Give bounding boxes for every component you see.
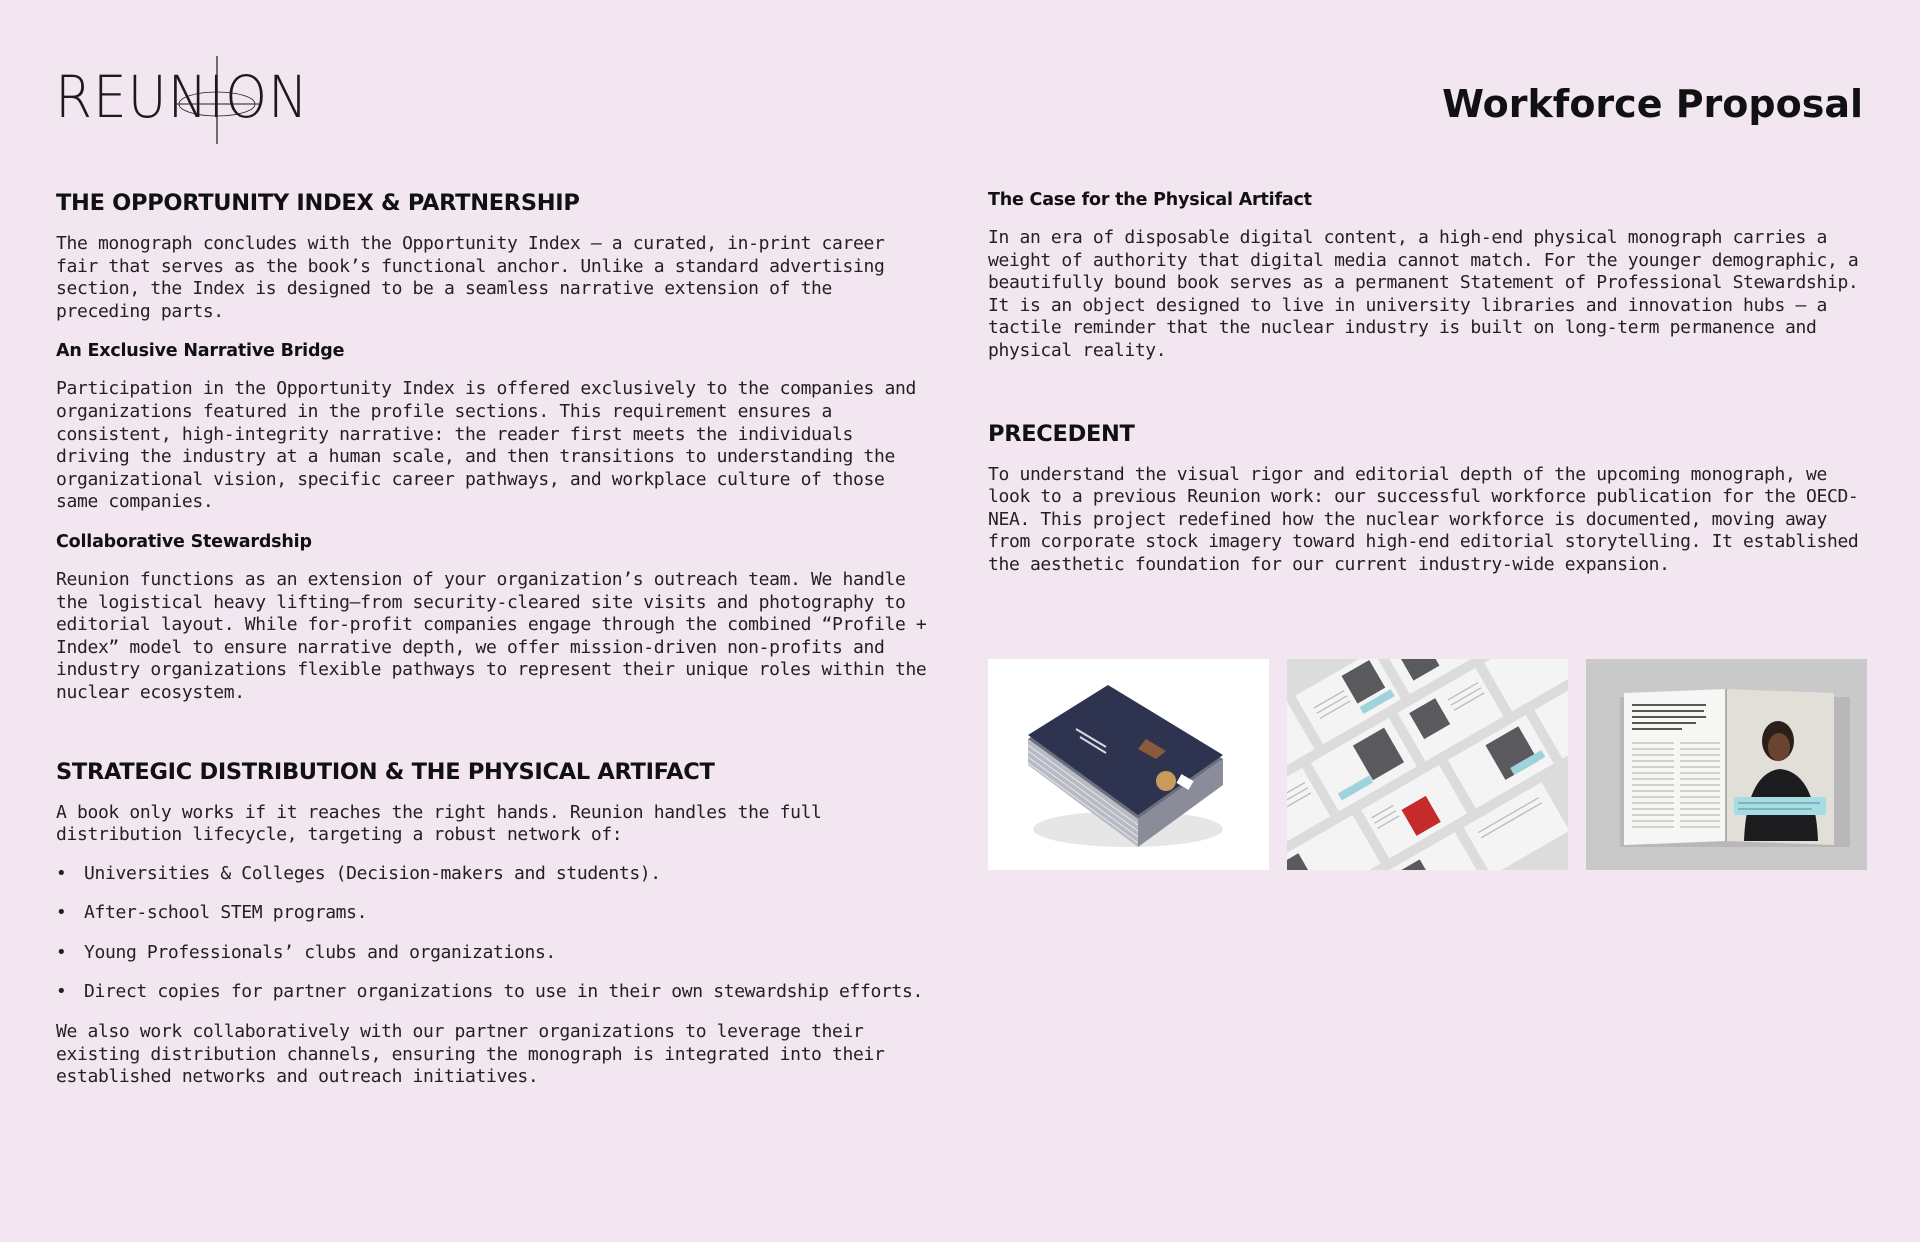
list-item: • Universities & Colleges (Decision-makers and students).: [56, 863, 936, 886]
list-item: • After-school STEM programs.: [56, 902, 936, 925]
book-stack-photo: [988, 659, 1269, 870]
subheading-physical-artifact: The Case for the Physical Artifact: [988, 190, 1312, 210]
distribution-list: [56, 863, 936, 1004]
opportunity-index-intro: The monograph concludes with the Opportunity Index — a curated, in-print career fair that serves as the book’s functional anchor. Unlike a standard advertising section, the Index is designed to be a seamless narrative extension of the preceding parts.: [56, 233, 885, 322]
reunion-logo: [55, 54, 309, 144]
spread-collage-photo: [1287, 659, 1568, 870]
document-title: Workforce Proposal: [1442, 82, 1863, 126]
right-column: [988, 190, 1868, 577]
list-item: • Young Professionals’ clubs and organizations.: [56, 942, 936, 965]
distribution-intro: A book only works if it reaches the right hands. Reunion handles the full distribution lifecycle, targeting a robust network of:: [56, 801, 822, 846]
collaborative-stewardship-body: Reunion functions as an extension of your organization’s outreach team. We handle the logistical heavy lifting—from security-cleared site visits and photography to editorial layout. While for-profit companies engage through the combined “Profile + Index” model to ensure narrative depth, we offer mission-driven non-profits and industry organizations flexible pathways to represent their unique roles within the nuclear ecosystem.: [56, 568, 927, 703]
distribution-outro: We also work collaboratively with our partner organizations to leverage their existing distribution channels, ensuring the monograph is integrated into their established networks and outreach initiatives.: [56, 1021, 885, 1088]
subheading-collaborative-stewardship: Collaborative Stewardship: [56, 531, 312, 552]
subheading-narrative-bridge: An Exclusive Narrative Bridge: [56, 341, 345, 362]
logo-wordmark: REUNION: [55, 63, 309, 131]
section-heading-opportunity-index: THE OPPORTUNITY INDEX & PARTNERSHIP: [56, 190, 580, 216]
physical-artifact-body: In an era of disposable digital content, a high-end physical monograph carries a weight of authority that digital media cannot match. For the younger demographic, a beautifully bound book serves as a permanent Statement of Professional Stewardship. It is an object designed to live in university libraries and innovation hubs — a tactile reminder that the nuclear industry is built on long-term permanence and physical reality.: [988, 227, 1859, 361]
narrative-bridge-body: Participation in the Opportunity Index is offered exclusively to the companies and organizations featured in the profile sections. This requirement ensures a consistent, high-integrity narrative: the reader first meets the individuals driving the industry at a human scale, and then transitions to understanding the organizational vision, specific career pathways, and workplace culture of those same companies.: [56, 378, 916, 513]
left-column: [56, 190, 936, 1089]
precedent-body: To understand the visual rigor and editorial depth of the upcoming monograph, we look to a previous Reunion work: our successful workforce publication for the OECD-NEA. This project redefined how the nuclear workforce is documented, moving away from corporate stock imagery toward high-end editorial storytelling. It established the aesthetic foundation for our current industry-wide expansion.: [988, 463, 1859, 575]
section-heading-precedent: PRECEDENT: [988, 420, 1135, 447]
list-item: • Direct copies for partner organizations to use in their own stewardship efforts.: [56, 981, 936, 1004]
logo-crosshair-icon: [55, 54, 285, 144]
precedent-gallery: [988, 659, 1868, 870]
open-magazine-photo: [1586, 659, 1867, 870]
section-heading-distribution: STRATEGIC DISTRIBUTION & THE PHYSICAL ARTIFACT: [56, 758, 715, 785]
